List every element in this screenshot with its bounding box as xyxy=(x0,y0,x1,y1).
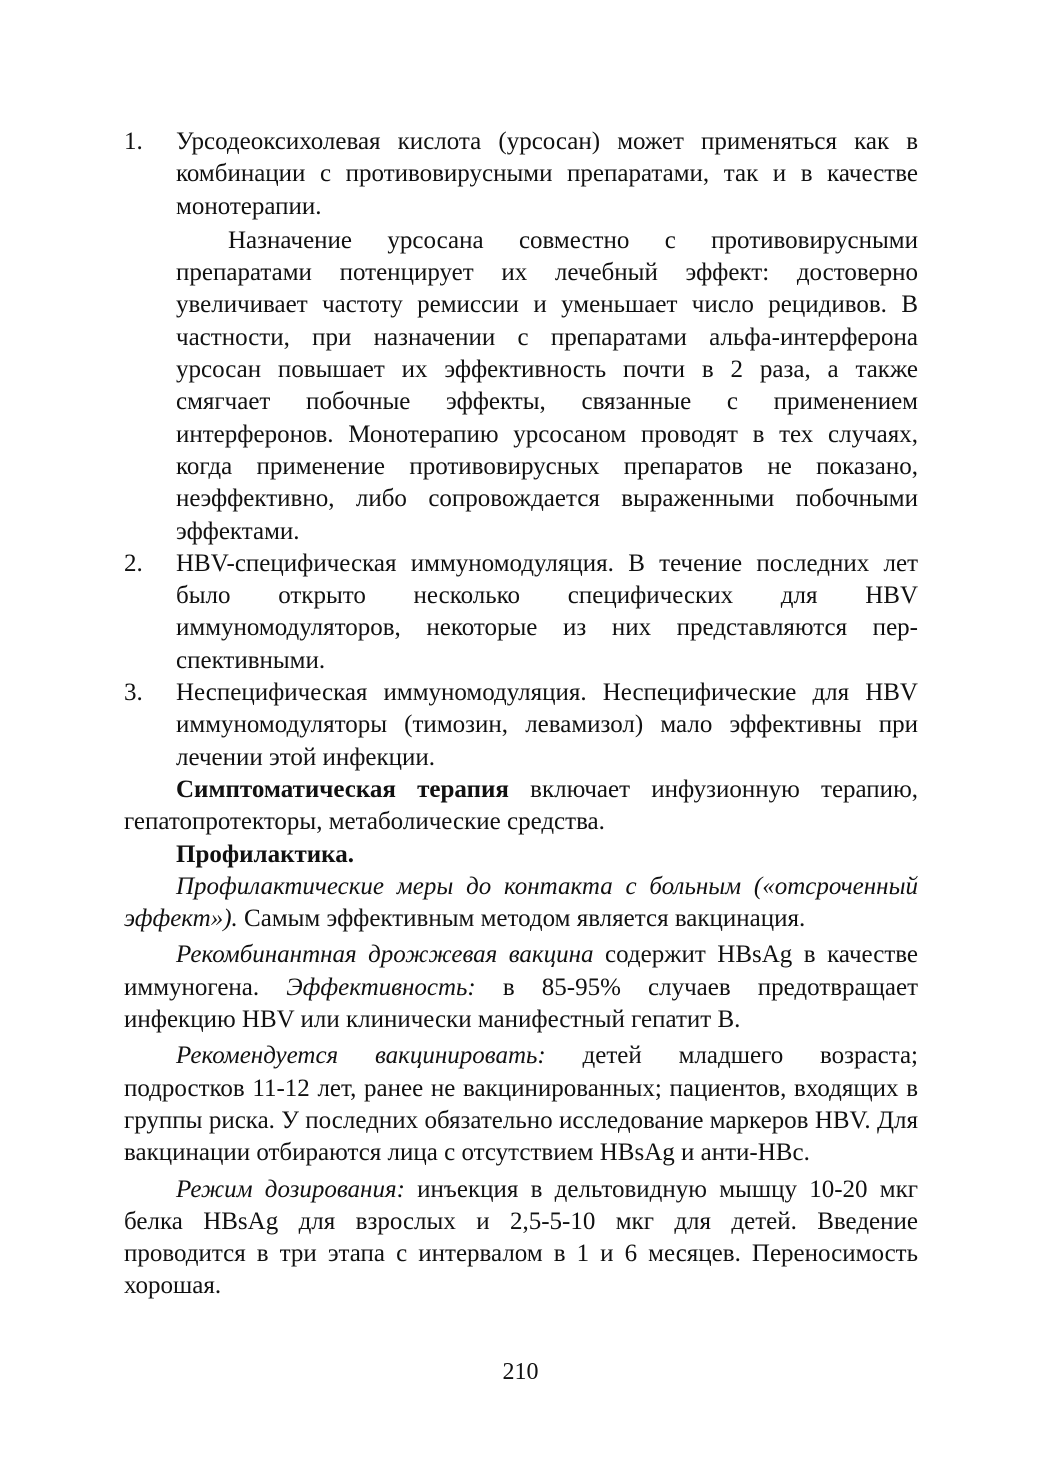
prevention-paragraph-4 xyxy=(124,1174,918,1303)
page-body xyxy=(124,126,918,1303)
page-number: 210 xyxy=(502,1359,539,1385)
paragraph-text: содержит HBsAg в качестве иммуногена. xyxy=(124,941,919,1001)
italic-term: Рекомендуется вакцинировать: xyxy=(176,1042,546,1070)
list-item-2 xyxy=(124,548,918,677)
list-number: 3. xyxy=(124,679,143,707)
symptomatic-therapy-text: включает инфузионную терапию, гепатопротекторы, метаболические средства. xyxy=(124,775,918,836)
paragraph-text: детей младшего возраста; подростков 11-12 лет, ранее не вакцинированных; пациентов, входящих в группы риска. У последних обязательно исследование маркеров HBV. Для вакцинации отбираются лица с отсутствием HBsAg и анти-HBc. xyxy=(124,1042,919,1167)
italic-term: Эффективность: xyxy=(286,973,476,1001)
symptomatic-therapy-term: Симптоматическая терапия xyxy=(176,775,509,803)
italic-term: Рекомбинантная дрожжевая вакцина xyxy=(176,941,594,969)
list-item-text: Неспецифическая иммуномодуляция. Неспецифические для HBV иммуномодуляторы (тимозин, левамизол) мало эффективны при лечении этой инфекции. xyxy=(176,679,918,771)
list-number: 1. xyxy=(124,128,143,155)
paragraph-text: инъекция в дельтовидную мышцу 10-20 мкг белка HBsAg для взрослых и 2,5-5-10 мкг для детей. Введение проводится в три этапа с интервалом в 1 и 6 месяцев. Переносимость хорошая. xyxy=(124,1175,918,1300)
list-item-3 xyxy=(124,677,918,774)
prevention-paragraph-2 xyxy=(124,939,918,1036)
list-item-text: Урсодеоксихолевая кислота (урсосан) может применяться как в комбинации с противовирусными препаратами, так и в качестве монотерапии. xyxy=(176,128,918,220)
paragraph-text: Самым эффективным методом является вакцинация. xyxy=(237,905,806,933)
list-number: 2. xyxy=(124,549,143,577)
list-item-1 xyxy=(124,126,918,548)
italic-term: Режим дозирования: xyxy=(176,1175,405,1203)
italic-term: Профилактические меры до контакта с больным («отсроченный эффект»). xyxy=(124,872,918,933)
paragraph-text: в 85-95% случаев предотвращает инфекцию HBV или клинически манифестный гепатит В. xyxy=(124,973,918,1034)
prevention-paragraph-1 xyxy=(124,871,918,936)
prevention-heading: Профилактика. xyxy=(176,840,354,868)
list-item-subparagraph: Назначение урсосана совместно с противовирусными препаратами потенцирует их лечебный эффект: достоверно увеличивает частоту ремиссии и уменьшает число рецидивов. В частности, при назначении с препаратами альфа-интерферона урсосан повышает их эффективность почти в 2 раза, а также смягчает побочные эффекты, связанные с применением интерферонов. Монотерапию урсосаном проводят в тех случаях, когда применение противовирусных препаратов не показано, неэффективно, либо сопровождается выраженными побочными эффектами. xyxy=(176,226,918,545)
list-item-text: HBV-специфическая иммуномодуляция. В течение последних лет было открыто несколько специфических для HBV иммуномодуляторов, некоторые из них представляются перспективными. xyxy=(176,549,918,674)
symptomatic-therapy-paragraph xyxy=(124,774,918,839)
prevention-paragraph-3 xyxy=(124,1040,918,1169)
